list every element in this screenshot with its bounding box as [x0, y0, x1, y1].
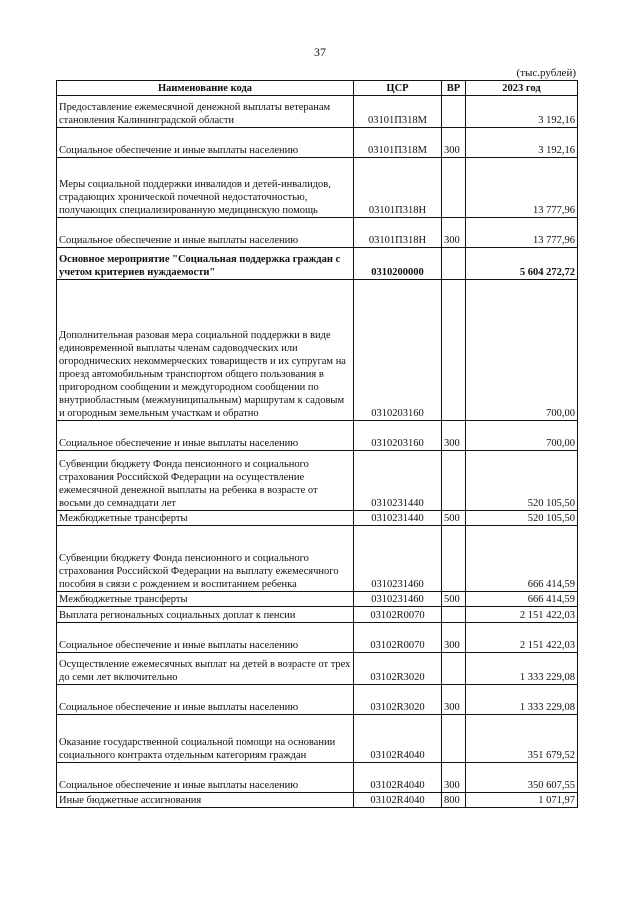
- row-sum: 13 777,96: [466, 218, 578, 248]
- units-label: (тыс.рублей): [516, 67, 576, 79]
- row-name: Межбюджетные трансферты: [57, 592, 354, 607]
- table-row: [57, 653, 578, 685]
- row-name: Субвенции бюджету Фонда пенсионного и социального страхования Российской Федерации на осуществление ежемесячной денежной выплаты на ребенка в возрасте от восьми до семнадцати лет: [57, 451, 354, 511]
- row-sum: 351 679,52: [466, 715, 578, 763]
- row-sum: 666 414,59: [466, 592, 578, 607]
- table-row: [57, 218, 578, 248]
- table-row: [57, 280, 578, 421]
- row-vr: [442, 248, 466, 280]
- row-csr: 0310203160: [354, 421, 442, 451]
- row-vr: [442, 526, 466, 592]
- row-sum: 1 333 229,08: [466, 685, 578, 715]
- row-csr: 0310231460: [354, 592, 442, 607]
- header-sum: 2023 год: [466, 81, 578, 96]
- row-vr: 300: [442, 763, 466, 793]
- row-name: Социальное обеспечение и иные выплаты населению: [57, 623, 354, 653]
- row-name: Дополнительная разовая мера социальной поддержки в виде единовременной выплаты членам садоводческих или огороднических некоммерческих товариществ и их супругам на проезд автомобильным транспортом общего пользования в пригородном сообщении и междугородном сообщении по внутриобластным (межмуниципальным) маршрутам к садовым и огородным земельным участкам и обратно: [57, 280, 354, 421]
- row-sum: 520 105,50: [466, 511, 578, 526]
- row-vr: [442, 280, 466, 421]
- header-name: Наименование кода: [57, 81, 354, 96]
- page-number: 37: [314, 45, 326, 59]
- row-sum: 2 151 422,03: [466, 607, 578, 623]
- row-csr: 03102R4040: [354, 763, 442, 793]
- row-vr: [442, 653, 466, 685]
- row-vr: [442, 451, 466, 511]
- row-sum: 13 777,96: [466, 158, 578, 218]
- row-name: Предоставление ежемесячной денежной выплаты ветеранам становления Калининградской области: [57, 96, 354, 128]
- row-name: Осуществление ежемесячных выплат на детей в возрасте от трех до семи лет включительно: [57, 653, 354, 685]
- row-vr: [442, 158, 466, 218]
- table-row: [57, 715, 578, 763]
- row-vr: [442, 715, 466, 763]
- row-csr: 0310203160: [354, 280, 442, 421]
- header-csr: ЦСР: [354, 81, 442, 96]
- row-name: Социальное обеспечение и иные выплаты населению: [57, 218, 354, 248]
- row-vr: 300: [442, 623, 466, 653]
- row-name: Социальное обеспечение и иные выплаты населению: [57, 685, 354, 715]
- row-name: Субвенции бюджету Фонда пенсионного и социального страхования Российской Федерации на выплату ежемесячного пособия в связи с рождением и воспитанием ребенка: [57, 526, 354, 592]
- row-sum: 350 607,55: [466, 763, 578, 793]
- row-sum: 2 151 422,03: [466, 623, 578, 653]
- row-sum: 520 105,50: [466, 451, 578, 511]
- row-vr: 300: [442, 685, 466, 715]
- table-row: [57, 421, 578, 451]
- row-name: Межбюджетные трансферты: [57, 511, 354, 526]
- table-row: [57, 511, 578, 526]
- row-sum: 700,00: [466, 421, 578, 451]
- row-vr: 800: [442, 793, 466, 808]
- row-vr: 300: [442, 128, 466, 158]
- table-row: [57, 526, 578, 592]
- row-name: Выплата региональных социальных доплат к пенсии: [57, 607, 354, 623]
- row-csr: 03102R4040: [354, 715, 442, 763]
- row-sum: 3 192,16: [466, 128, 578, 158]
- header-vr: ВР: [442, 81, 466, 96]
- row-csr: 0310231460: [354, 526, 442, 592]
- table-row: [57, 96, 578, 128]
- row-vr: 300: [442, 421, 466, 451]
- table-row: [57, 763, 578, 793]
- row-name: Иные бюджетные ассигнования: [57, 793, 354, 808]
- table-row: [57, 128, 578, 158]
- row-csr: 03101П318М: [354, 96, 442, 128]
- row-csr: 03102R3020: [354, 685, 442, 715]
- table-row-section: [57, 248, 578, 280]
- row-vr: [442, 96, 466, 128]
- row-sum: 3 192,16: [466, 96, 578, 128]
- row-sum: 1 071,97: [466, 793, 578, 808]
- row-sum: 5 604 272,72: [466, 248, 578, 280]
- row-csr: 03101П318Н: [354, 218, 442, 248]
- table-header-row: [57, 81, 578, 96]
- row-name: Социальное обеспечение и иные выплаты населению: [57, 128, 354, 158]
- table-row: [57, 685, 578, 715]
- row-vr: [442, 607, 466, 623]
- row-csr: 0310231440: [354, 511, 442, 526]
- row-sum: 700,00: [466, 280, 578, 421]
- row-csr: 03102R4040: [354, 793, 442, 808]
- row-csr: 03101П318Н: [354, 158, 442, 218]
- table-row: [57, 592, 578, 607]
- row-sum: 666 414,59: [466, 526, 578, 592]
- row-csr: 0310200000: [354, 248, 442, 280]
- row-csr: 03102R0070: [354, 623, 442, 653]
- row-csr: 03102R3020: [354, 653, 442, 685]
- row-name: Социальное обеспечение и иные выплаты населению: [57, 421, 354, 451]
- row-sum: 1 333 229,08: [466, 653, 578, 685]
- budget-table: [56, 80, 578, 808]
- row-csr: 03101П318М: [354, 128, 442, 158]
- row-name: Оказание государственной социальной помощи на основании социального контракта отдельным категориям граждан: [57, 715, 354, 763]
- row-csr: 03102R0070: [354, 607, 442, 623]
- table-row: [57, 793, 578, 808]
- table-row: [57, 607, 578, 623]
- row-vr: 500: [442, 511, 466, 526]
- row-name: Основное мероприятие "Социальная поддержка граждан с учетом критериев нуждаемости": [57, 248, 354, 280]
- row-vr: 300: [442, 218, 466, 248]
- row-csr: 0310231440: [354, 451, 442, 511]
- table-row: [57, 158, 578, 218]
- row-name: Социальное обеспечение и иные выплаты населению: [57, 763, 354, 793]
- row-vr: 500: [442, 592, 466, 607]
- row-name: Меры социальной поддержки инвалидов и детей-инвалидов, страдающих хронической почечной недостаточностью, получающих специализированную медицинскую помощь: [57, 158, 354, 218]
- table-row: [57, 451, 578, 511]
- table-row: [57, 623, 578, 653]
